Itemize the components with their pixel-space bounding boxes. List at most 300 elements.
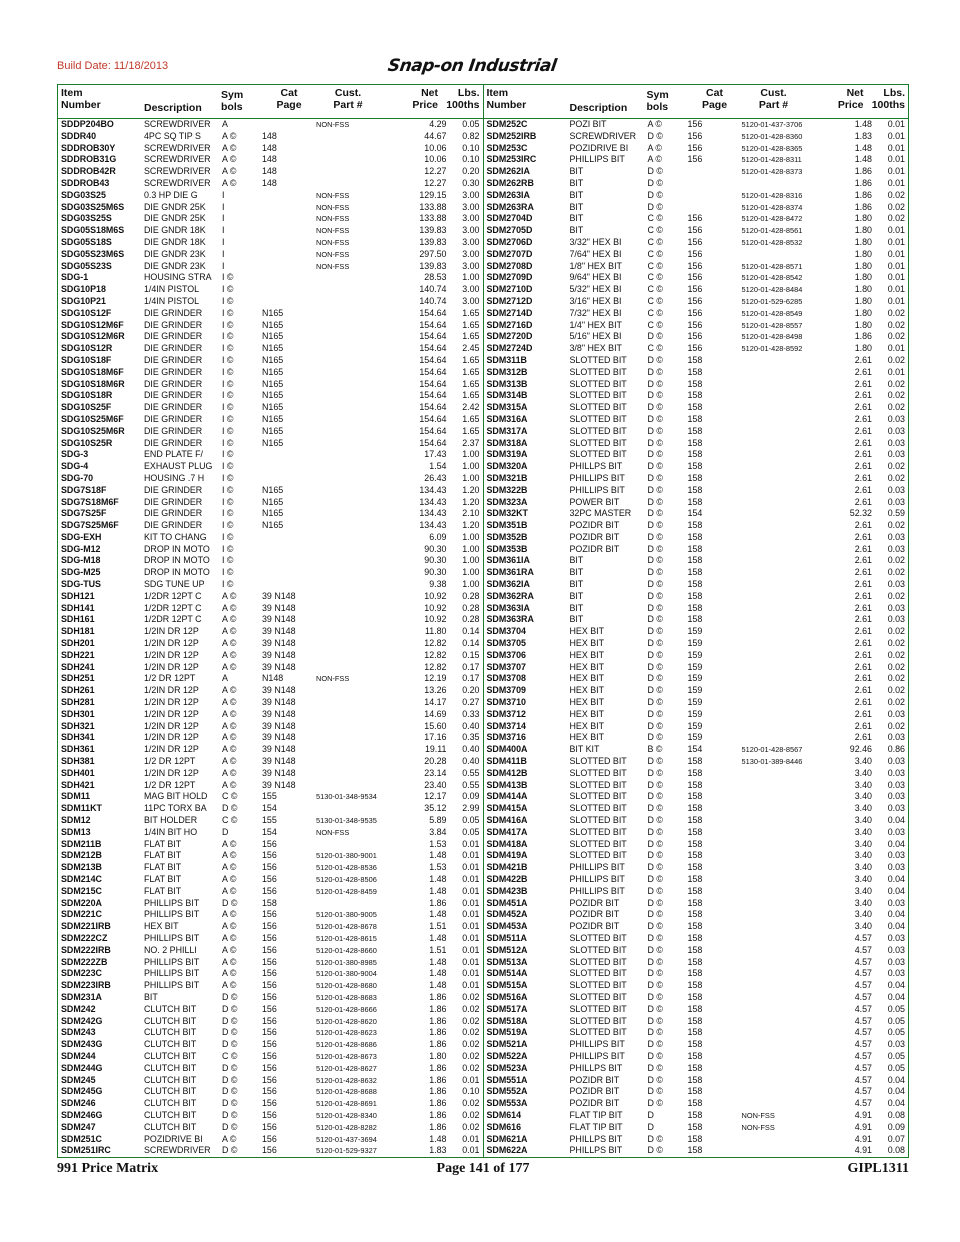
cell-symbols: A © — [222, 1133, 237, 1144]
cell-symbols: D © — [647, 331, 663, 342]
table-row — [484, 614, 909, 626]
cell-item-number: SDM511A — [486, 932, 527, 943]
cell-net-price: 139.83 — [419, 260, 447, 271]
cell-description: SLOTTED BIT — [569, 437, 627, 448]
cell-item-number: SDG05S18M6S — [61, 225, 125, 236]
cell-cat-page: 39 N148 — [262, 779, 296, 790]
cell-lbs: 0.03 — [887, 826, 905, 837]
cell-cust-part: 5120-01-428-8567 — [741, 745, 803, 755]
cell-lbs: 2.42 — [462, 402, 480, 413]
cell-item-number: SDG-M25 — [61, 567, 101, 578]
cell-lbs: 1.00 — [462, 531, 480, 542]
cell-cust-part: 5120-01-428-8688 — [316, 1087, 377, 1097]
cell-description: 3/32" HEX BI — [569, 236, 622, 247]
cell-item-number: SDM245G — [61, 1086, 103, 1097]
table-row — [484, 685, 909, 697]
build-date: Build Date: 11/18/2013 — [57, 60, 169, 72]
cell-cust-part: 5120-01-428-8498 — [741, 332, 803, 342]
cell-description: FLAT BIT — [144, 862, 182, 873]
cell-net-price: 3.40 — [854, 756, 872, 767]
price-table — [57, 84, 909, 1158]
cell-cat-page: 39 N148 — [262, 602, 296, 613]
rows-left — [58, 119, 483, 1157]
cell-description: CLUTCH BIT — [144, 1098, 197, 1109]
cell-item-number: SDM263RA — [486, 201, 534, 212]
cell-lbs: 0.10 — [462, 1086, 480, 1097]
cell-description: DIE GRINDER — [144, 378, 203, 389]
cell-description: 7/64" HEX BI — [569, 248, 622, 259]
cell-item-number: SDM3712 — [486, 708, 526, 719]
cell-lbs: 0.55 — [462, 779, 480, 790]
cell-cat-page: 158 — [687, 614, 703, 625]
cell-net-price: 4.57 — [854, 991, 872, 1002]
cell-symbols: D © — [222, 1074, 238, 1085]
page-footer — [57, 1161, 909, 1181]
cell-symbols: A © — [222, 838, 237, 849]
cell-cust-part: 5120-01-428-8536 — [316, 863, 377, 873]
cell-cust-part: 5120-01-529-6285 — [741, 296, 803, 306]
table-row — [58, 213, 483, 225]
cell-net-price: 23.40 — [424, 779, 447, 790]
cell-description: PHILLIPS BIT — [569, 1039, 625, 1050]
cell-symbols: D © — [222, 1003, 238, 1014]
cell-cat-page: 158 — [687, 1015, 703, 1026]
header-description: Description — [144, 102, 202, 114]
cell-description: DIE GRINDER — [144, 402, 203, 413]
cell-cust-part: 5130-01-348-9535 — [316, 816, 377, 826]
table-row — [484, 154, 909, 166]
cell-description: SLOTTED BIT — [569, 378, 627, 389]
cell-description: SLOTTED BIT — [569, 944, 627, 955]
cell-lbs: 1.20 — [462, 520, 480, 531]
cell-symbols: C © — [647, 284, 663, 295]
cell-symbols: D — [222, 826, 229, 837]
cell-symbols: D © — [647, 461, 663, 472]
cell-lbs: 0.02 — [887, 319, 905, 330]
cell-cat-page: 158 — [687, 980, 703, 991]
cell-net-price: 3.40 — [854, 838, 872, 849]
cell-cat-page: N165 — [262, 354, 284, 365]
cell-net-price: 1.86 — [429, 1003, 447, 1014]
cell-symbols: A © — [647, 119, 662, 129]
cell-symbols: D © — [647, 579, 663, 590]
cell-description: 1/2IN DR 12P — [144, 744, 199, 755]
cell-lbs: 0.28 — [462, 602, 480, 613]
cell-lbs: 0.01 — [462, 850, 480, 861]
cell-symbols: D © — [647, 968, 663, 979]
cell-item-number: SDG05S23M6S — [61, 248, 125, 259]
cell-cat-page: N148 — [262, 673, 284, 684]
cell-item-number: SDH251 — [61, 673, 95, 684]
cell-cat-page: 156 — [262, 874, 277, 884]
header-item-number: Item Number — [61, 87, 101, 111]
cell-item-number: SDM512A — [486, 944, 528, 955]
cell-symbols: D © — [647, 1027, 663, 1038]
table-row — [58, 732, 483, 744]
table-row — [58, 320, 483, 332]
cell-cat-page: 156 — [262, 1015, 277, 1026]
table-row — [484, 603, 909, 615]
cell-symbols: I © — [222, 579, 234, 590]
cell-item-number: SDM411B — [486, 756, 527, 767]
cell-net-price: 1.48 — [429, 932, 447, 943]
cell-net-price: 2.61 — [854, 720, 872, 731]
table-row — [58, 850, 483, 862]
cell-cust-part: 5120-01-428-8686 — [316, 1040, 377, 1050]
cell-net-price: 3.40 — [854, 921, 872, 932]
table-row — [58, 898, 483, 910]
cell-description: HEX BIT — [569, 649, 605, 660]
cell-net-price: 4.91 — [854, 1145, 872, 1156]
cell-symbols: D © — [647, 508, 663, 519]
footer-doc-code: GIPL1311 — [847, 1161, 909, 1176]
cell-cust-part: NON-FSS — [316, 827, 350, 837]
cell-cat-page: N165 — [262, 413, 284, 424]
cell-net-price: 10.06 — [424, 154, 447, 165]
cell-description: SDG TUNE UP — [144, 579, 205, 590]
cell-symbols: D © — [647, 520, 663, 531]
cell-net-price: 1.48 — [429, 968, 447, 979]
cell-cat-page: N165 — [262, 366, 284, 377]
cell-lbs: 0.03 — [887, 614, 905, 625]
cell-description: SLOTTED BIT — [569, 815, 627, 826]
cell-description: END PLATE F/ — [144, 449, 204, 460]
cell-net-price: 1.53 — [429, 838, 447, 849]
cell-lbs: 0.05 — [462, 815, 480, 826]
cell-net-price: 1.86 — [854, 189, 872, 200]
cell-cat-page: 156 — [262, 944, 277, 955]
table-row — [58, 154, 483, 166]
cell-cat-page: 156 — [262, 838, 277, 849]
cell-net-price: 1.86 — [854, 201, 872, 212]
cell-lbs: 0.02 — [462, 1027, 480, 1038]
cell-symbols: I © — [222, 284, 234, 295]
table-row — [58, 603, 483, 615]
cell-net-price: 19.11 — [424, 744, 447, 755]
cell-item-number: SDG10S25R — [61, 437, 113, 448]
cell-cat-page: 158 — [687, 991, 703, 1002]
cell-item-number: SDM252C — [486, 119, 528, 129]
cell-cat-page: 158 — [687, 956, 703, 967]
cell-lbs: 0.02 — [887, 638, 905, 649]
cell-cat-page: 148 — [262, 177, 277, 188]
cell-net-price: 1.80 — [854, 343, 872, 354]
cell-net-price: 1.86 — [854, 177, 872, 188]
cell-cat-page: 158 — [687, 496, 703, 507]
cell-net-price: 28.53 — [424, 272, 447, 283]
cell-description: PHILLIPS BIT — [144, 909, 200, 920]
cell-description: 1/2IN DR 12P — [144, 708, 199, 719]
table-row — [484, 1134, 909, 1146]
cell-symbols: D © — [222, 1039, 238, 1050]
cell-description: SLOTTED BIT — [569, 1003, 627, 1014]
cell-lbs: 1.65 — [462, 425, 480, 436]
cell-lbs: 0.02 — [887, 354, 905, 365]
cell-symbols: I © — [222, 520, 234, 531]
cell-lbs: 0.27 — [462, 697, 480, 708]
cell-symbols: D © — [647, 555, 663, 566]
table-row — [58, 697, 483, 709]
cell-cat-page: 158 — [687, 1027, 703, 1038]
cell-item-number: SDM313B — [486, 378, 528, 389]
cell-lbs: 0.04 — [887, 838, 905, 849]
table-row — [484, 202, 909, 214]
cell-description: HEX BIT — [569, 626, 605, 637]
cell-description: SCREWDRIVER — [144, 119, 211, 129]
cell-description: PHILLIPS BIT — [569, 484, 625, 495]
cell-cat-page: 156 — [687, 331, 703, 342]
cell-cat-page: 39 N148 — [262, 649, 296, 660]
cell-lbs: 0.03 — [887, 1039, 905, 1050]
table-row — [484, 945, 909, 957]
cell-net-price: 1.80 — [854, 319, 872, 330]
cell-description: FLAT TIP BIT — [569, 1109, 623, 1120]
cell-item-number: SDM616 — [486, 1121, 522, 1132]
cell-cat-page: 158 — [687, 1145, 703, 1156]
cell-symbols: D © — [222, 1015, 238, 1026]
cell-net-price: 3.84 — [429, 826, 447, 837]
cell-symbols: D © — [647, 638, 663, 649]
cell-lbs: 1.20 — [462, 484, 480, 495]
cell-item-number: SDH421 — [61, 779, 95, 790]
cell-net-price: 1.86 — [429, 1121, 447, 1132]
cell-description: 11PC TORX BA — [144, 803, 207, 814]
cell-cat-page: 158 — [687, 944, 703, 955]
table-row — [58, 520, 483, 532]
cell-symbols: A © — [222, 756, 237, 767]
cell-item-number: SDG7S25F — [61, 508, 107, 519]
cell-item-number: SDM2709D — [486, 272, 533, 283]
cell-item-number: SDM2712D — [486, 295, 533, 306]
cell-symbols: D © — [647, 803, 663, 814]
cell-lbs: 0.02 — [887, 590, 905, 601]
cell-net-price: 12.17 — [424, 791, 447, 802]
cell-symbols: D © — [647, 166, 663, 177]
cell-item-number: SDH281 — [61, 697, 95, 708]
cell-item-number: SDM2716D — [486, 319, 533, 330]
header-cust-part: Cust. Part # — [333, 87, 363, 111]
cell-cust-part: 5120-01-428-8459 — [316, 886, 377, 896]
cell-lbs: 0.28 — [462, 614, 480, 625]
cell-item-number: SDG-1 — [61, 272, 89, 283]
cell-lbs: 0.03 — [887, 767, 905, 778]
cell-symbols: A © — [222, 932, 237, 943]
cell-item-number: SDG10S12F — [61, 307, 112, 318]
cell-cust-part: 5120-01-380-9004 — [316, 969, 377, 979]
cell-net-price: 2.61 — [854, 425, 872, 436]
cell-item-number: SDM244 — [61, 1050, 96, 1061]
cell-item-number: SDM421B — [486, 862, 528, 873]
cell-net-price: 1.86 — [429, 897, 447, 908]
cell-lbs: 0.02 — [887, 472, 905, 483]
cell-lbs: 0.03 — [887, 425, 905, 436]
cell-item-number: SDM321B — [486, 472, 528, 483]
cell-description: HEX BIT — [569, 708, 605, 719]
cell-net-price: 1.86 — [429, 1062, 447, 1073]
cell-lbs: 0.02 — [887, 390, 905, 401]
table-row — [58, 1086, 483, 1098]
cell-net-price: 2.61 — [854, 649, 872, 660]
cell-description: 1/2DR 12PT C — [144, 602, 202, 613]
cell-cat-page: 156 — [262, 1086, 277, 1097]
cell-item-number: SDM221C — [61, 909, 102, 920]
cell-description: CLUTCH BIT — [144, 1121, 197, 1132]
table-row — [58, 1145, 483, 1157]
cell-symbols: A © — [222, 590, 237, 601]
cell-cust-part: 5120-01-428-8561 — [741, 226, 803, 236]
cell-symbols: A © — [222, 626, 237, 637]
cell-net-price: 139.83 — [419, 225, 447, 236]
cell-item-number: SDM2706D — [486, 236, 533, 247]
cell-cat-page: 158 — [687, 1062, 703, 1073]
cell-cat-page: 158 — [687, 1098, 703, 1109]
cell-lbs: 0.02 — [887, 331, 905, 342]
cell-description: HEX BIT — [144, 921, 179, 932]
cell-description: SCREWDRIVER — [144, 142, 211, 153]
cell-symbols: D — [647, 1109, 654, 1120]
cell-net-price: 2.61 — [854, 484, 872, 495]
cell-description: DIE GRINDER — [144, 307, 203, 318]
cell-net-price: 13.26 — [424, 685, 447, 696]
cell-lbs: 3.00 — [462, 236, 480, 247]
cell-net-price: 129.15 — [419, 189, 447, 200]
cell-lbs: 0.01 — [887, 236, 905, 247]
cell-net-price: 3.40 — [854, 791, 872, 802]
cell-item-number: SDM11KT — [61, 803, 102, 814]
cell-net-price: 2.61 — [854, 543, 872, 554]
cell-lbs: 3.00 — [462, 225, 480, 236]
cell-cat-page: 156 — [687, 307, 703, 318]
cell-item-number: SDG-70 — [61, 472, 94, 483]
cell-lbs: 0.01 — [462, 874, 480, 884]
cell-cat-page: 156 — [262, 885, 277, 896]
table-row — [484, 768, 909, 780]
cell-description: SLOTTED BIT — [569, 425, 627, 436]
cell-symbols: D © — [647, 413, 663, 424]
cell-item-number: SDM622A — [486, 1145, 528, 1156]
cell-cat-page: 158 — [687, 472, 703, 483]
cell-cat-page: 158 — [687, 354, 703, 365]
cell-cat-page: 158 — [687, 437, 703, 448]
table-row — [484, 1145, 909, 1157]
cell-net-price: 4.57 — [854, 1086, 872, 1097]
cell-symbols: I © — [222, 437, 234, 448]
cell-symbols: I © — [222, 449, 234, 460]
cell-lbs: 1.00 — [462, 472, 480, 483]
cell-item-number: SDH161 — [61, 614, 95, 625]
cell-description: DIE GNDR 25K — [144, 201, 206, 212]
cell-lbs: 2.10 — [462, 508, 480, 519]
cell-cust-part: NON-FSS — [316, 190, 350, 200]
cell-net-price: 2.61 — [854, 614, 872, 625]
cell-net-price: 1.83 — [429, 1145, 447, 1156]
cell-description: DIE GRINDER — [144, 354, 203, 365]
cell-item-number: SDG-EXH — [61, 531, 102, 542]
table-row — [58, 225, 483, 237]
table-row — [58, 331, 483, 343]
cell-cust-part: NON-FSS — [316, 214, 350, 224]
cell-item-number: SDM2710D — [486, 284, 533, 295]
cell-net-price: 2.61 — [854, 590, 872, 601]
table-row — [484, 320, 909, 332]
table-row — [58, 131, 483, 143]
cell-cust-part: 5120-01-428-8660 — [316, 945, 377, 955]
cell-item-number: SDG10P18 — [61, 284, 106, 295]
cell-description: BIT — [569, 614, 584, 625]
cell-item-number: SDH381 — [61, 756, 95, 767]
cell-description: DIE GRINDER — [144, 366, 203, 377]
cell-cust-part: 5120-01-380-9001 — [316, 851, 377, 861]
cell-net-price: 4.57 — [854, 980, 872, 991]
cell-cat-page: 148 — [262, 166, 277, 177]
footer-page-number: Page 141 of 177 — [436, 1161, 530, 1176]
cell-lbs: 0.02 — [462, 1109, 480, 1120]
cell-lbs: 0.01 — [462, 838, 480, 849]
table-row — [58, 874, 483, 886]
cell-net-price: 3.40 — [854, 826, 872, 837]
cell-description: POZIDR BIT — [569, 531, 620, 542]
cell-cat-page: N165 — [262, 343, 284, 354]
cell-net-price: 2.61 — [854, 437, 872, 448]
cell-item-number: SDM242 — [61, 1003, 96, 1014]
cell-symbols: B © — [647, 744, 663, 755]
cell-lbs: 0.09 — [887, 1121, 905, 1132]
cell-cust-part: 5120-01-529-9327 — [316, 1146, 377, 1156]
cell-net-price: 2.61 — [854, 449, 872, 460]
cell-cust-part: 5120-01-428-8666 — [316, 1004, 377, 1014]
header-item-number: Item Number — [486, 87, 527, 111]
cell-cat-page: 158 — [687, 767, 703, 778]
cell-net-price: 1.86 — [429, 991, 447, 1002]
cell-lbs: 0.01 — [887, 166, 905, 177]
cell-symbols: I © — [222, 413, 234, 424]
cell-net-price: 90.30 — [424, 555, 447, 566]
table-row — [58, 662, 483, 674]
table-row — [58, 497, 483, 509]
cell-lbs: 0.03 — [887, 779, 905, 790]
cell-symbols: D © — [647, 201, 663, 212]
cell-item-number: SDG-3 — [61, 449, 89, 460]
cell-net-price: 10.92 — [424, 614, 447, 625]
cell-cat-page: 159 — [687, 708, 703, 719]
cell-description: SLOTTED BIT — [569, 1015, 627, 1026]
cell-description: DIE GRINDER — [144, 508, 203, 519]
cell-cat-page: 158 — [687, 402, 703, 413]
cell-cat-page: 39 N148 — [262, 626, 296, 637]
cell-symbols: D © — [222, 897, 238, 908]
cell-lbs: 0.02 — [887, 685, 905, 696]
cell-description: SLOTTED BIT — [569, 779, 627, 790]
cell-cust-part: 5120-01-437-3694 — [316, 1134, 377, 1144]
cell-symbols: D © — [647, 767, 663, 778]
cell-cat-page: 158 — [687, 1074, 703, 1085]
cell-item-number: SDDROB43 — [61, 177, 110, 188]
cell-net-price: 4.57 — [854, 1015, 872, 1026]
cell-lbs: 0.01 — [887, 260, 905, 271]
cell-item-number: SDM552A — [486, 1086, 528, 1097]
cell-item-number: SDM322B — [486, 484, 528, 495]
cell-cat-page: 156 — [687, 272, 703, 283]
table-row — [484, 237, 909, 249]
table-row — [58, 390, 483, 402]
cell-cat-page: 39 N148 — [262, 638, 296, 649]
cell-lbs: 0.02 — [887, 520, 905, 531]
cell-lbs: 0.55 — [462, 767, 480, 778]
cell-cat-page: 158 — [687, 378, 703, 389]
cell-description: DIE GRINDER — [144, 496, 203, 507]
cell-cat-page: 39 N148 — [262, 685, 296, 696]
cell-symbols: D © — [647, 673, 663, 684]
